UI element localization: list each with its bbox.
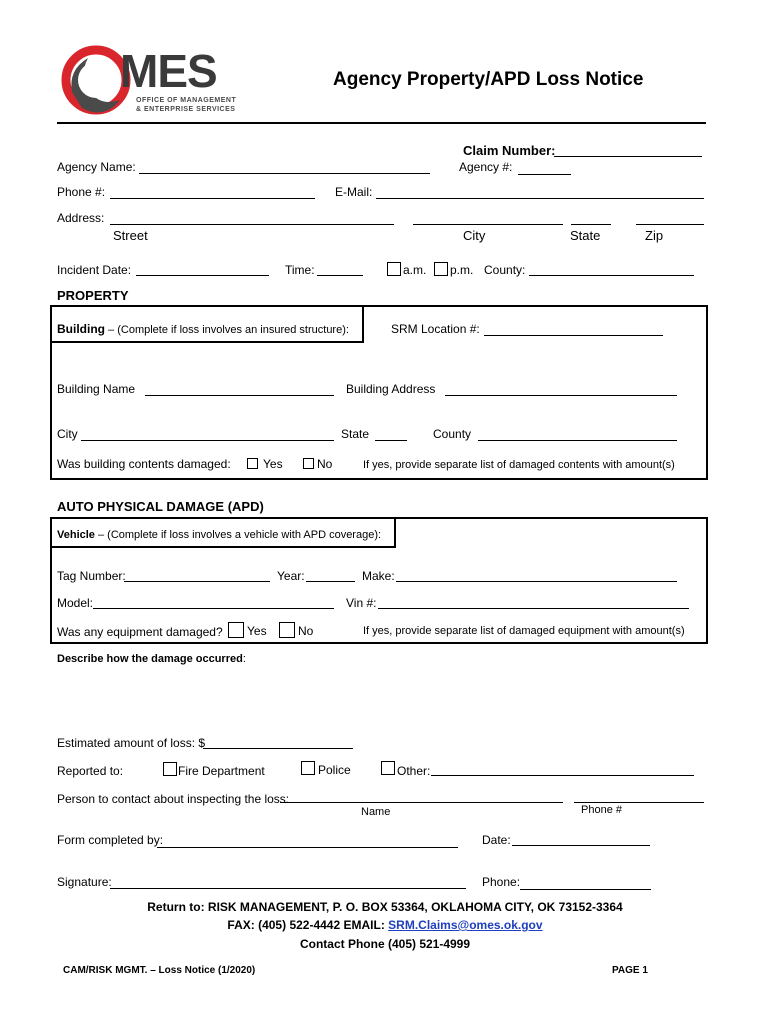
agency-name-label: Agency Name: — [57, 160, 136, 174]
phone-field[interactable] — [110, 198, 315, 199]
tag-number-field[interactable] — [124, 581, 270, 582]
incident-date-label: Incident Date: — [57, 263, 132, 277]
vin-label: Vin #: — [346, 596, 377, 610]
vehicle-note: – (Complete if loss involves a vehicle with APD coverage): — [94, 529, 382, 541]
describe-colon: : — [242, 653, 246, 665]
srm-location-field[interactable] — [484, 335, 663, 336]
form-id: CAM/RISK MGMT. – Loss Notice (1/2020) — [63, 965, 256, 976]
form-completed-field[interactable] — [157, 847, 458, 848]
property-heading: PROPERTY — [57, 288, 129, 303]
email-link[interactable]: SRM.Claims@omes.ok.gov — [388, 918, 543, 932]
return-address: Return to: RISK MANAGEMENT, P. O. BOX 53364, OKLAHOMA CITY, OK 73152-3364 — [147, 900, 623, 914]
zip-field[interactable] — [636, 224, 704, 225]
building-address-label: Building Address — [346, 382, 436, 396]
contents-no-label: No — [317, 457, 333, 471]
make-label: Make: — [362, 569, 395, 583]
fax-email-text: FAX: (405) 522-4442 EMAIL: — [227, 918, 389, 932]
contents-yes-label: Yes — [263, 457, 283, 471]
building-address-field[interactable] — [445, 395, 677, 396]
am-checkbox[interactable] — [387, 262, 401, 276]
building-tab-label — [57, 322, 349, 336]
estimated-loss-field[interactable] — [203, 748, 353, 749]
contact-phone: Contact Phone (405) 521-4999 — [299, 937, 471, 951]
tag-number-label: Tag Number: — [57, 569, 126, 583]
equipment-no-checkbox[interactable] — [279, 622, 295, 638]
zip-caption: Zip — [645, 228, 664, 243]
equipment-yes-checkbox[interactable] — [228, 622, 244, 638]
fire-department-checkbox[interactable] — [163, 762, 177, 776]
building-city-label: City — [57, 427, 78, 441]
contents-note: If yes, provide separate list of damaged contents with amount(s) — [363, 459, 675, 471]
building-county-label: County — [433, 427, 472, 441]
building-state-field[interactable] — [375, 440, 407, 441]
county-label: County: — [484, 263, 526, 277]
police-checkbox[interactable] — [301, 761, 315, 775]
pm-checkbox[interactable] — [434, 262, 448, 276]
apd-heading: AUTO PHYSICAL DAMAGE (APD) — [57, 499, 264, 514]
form-title: Agency Property/APD Loss Notice — [333, 69, 644, 90]
address-label: Address: — [57, 211, 105, 225]
signature-phone-label: Phone: — [482, 875, 521, 889]
county-field[interactable] — [529, 275, 694, 276]
signature-field[interactable] — [110, 888, 466, 889]
building-note: – (Complete if loss involves an insured structure): — [105, 324, 349, 336]
estimated-loss-label: Estimated amount of loss: $ — [57, 736, 206, 750]
email-label: E-Mail: — [335, 185, 373, 199]
date-field[interactable] — [512, 845, 650, 846]
street-field[interactable] — [110, 224, 394, 225]
contact-person-label: Person to contact about inspecting the loss: — [57, 792, 290, 806]
contact-name-field[interactable] — [280, 802, 563, 803]
pm-label: p.m. — [450, 263, 474, 277]
police-label: Police — [318, 763, 351, 777]
city-field[interactable] — [413, 224, 563, 225]
header-rule — [57, 122, 706, 124]
contents-damaged-question: Was building contents damaged: — [57, 457, 231, 471]
signature-phone-field[interactable] — [520, 889, 651, 890]
contents-no-checkbox[interactable] — [303, 458, 314, 469]
date-label: Date: — [482, 833, 511, 847]
state-field[interactable] — [571, 224, 611, 225]
agency-name-field[interactable] — [139, 173, 430, 174]
omes-logo — [58, 42, 238, 122]
srm-location-label: SRM Location #: — [391, 322, 480, 336]
time-field[interactable] — [317, 275, 363, 276]
contents-yes-checkbox[interactable] — [247, 458, 258, 469]
claim-number-label: Claim Number: — [463, 143, 556, 158]
time-label: Time: — [285, 263, 315, 277]
equipment-damaged-question: Was any equipment damaged? — [57, 625, 223, 639]
name-caption: Name — [361, 806, 391, 818]
year-field[interactable] — [306, 581, 355, 582]
vehicle-tab-label — [57, 529, 381, 541]
building-city-field[interactable] — [81, 440, 334, 441]
contact-phone-field[interactable] — [574, 802, 704, 803]
equipment-note: If yes, provide separate list of damaged equipment with amount(s) — [363, 625, 685, 637]
other-label: Other: — [397, 764, 431, 778]
describe-label — [57, 653, 246, 665]
building-name-field[interactable] — [145, 395, 334, 396]
building-county-field[interactable] — [478, 440, 677, 441]
other-field[interactable] — [431, 775, 694, 776]
building-state-label: State — [341, 427, 370, 441]
email-field[interactable] — [376, 198, 704, 199]
form-completed-label: Form completed by: — [57, 833, 164, 847]
street-caption: Street — [113, 228, 148, 243]
other-checkbox[interactable] — [381, 761, 395, 775]
building-name-label: Building Name — [57, 382, 136, 396]
vehicle-bold: Vehicle — [57, 529, 95, 541]
incident-date-field[interactable] — [136, 275, 269, 276]
logo-word: MES — [120, 45, 217, 97]
equipment-no-label: No — [298, 624, 314, 638]
building-bold: Building — [57, 322, 105, 336]
fax-email-line — [100, 918, 670, 932]
describe-area[interactable] — [57, 668, 704, 732]
agency-number-label: Agency #: — [459, 160, 513, 174]
logo-subtitle-2: & ENTERPRISE SERVICES — [136, 106, 236, 113]
page-number: PAGE 1 — [612, 965, 648, 976]
vin-field[interactable] — [378, 608, 689, 609]
describe-label-text: Describe how the damage occurred — [57, 653, 243, 665]
year-label: Year: — [277, 569, 305, 583]
signature-label: Signature: — [57, 875, 112, 889]
reported-to-label: Reported to: — [57, 764, 124, 778]
phone-label: Phone #: — [57, 185, 106, 199]
claim-number-field[interactable] — [554, 156, 702, 157]
phone-caption: Phone # — [581, 804, 622, 816]
model-field[interactable] — [93, 608, 334, 609]
equipment-yes-label: Yes — [247, 624, 267, 638]
agency-number-field[interactable] — [518, 174, 571, 175]
state-caption: State — [570, 228, 601, 243]
city-caption: City — [463, 228, 486, 243]
am-label: a.m. — [403, 263, 427, 277]
make-field[interactable] — [396, 581, 677, 582]
fire-department-label: Fire Department — [178, 764, 265, 778]
logo-subtitle-1: OFFICE OF MANAGEMENT — [136, 97, 237, 104]
model-label: Model: — [57, 596, 94, 610]
